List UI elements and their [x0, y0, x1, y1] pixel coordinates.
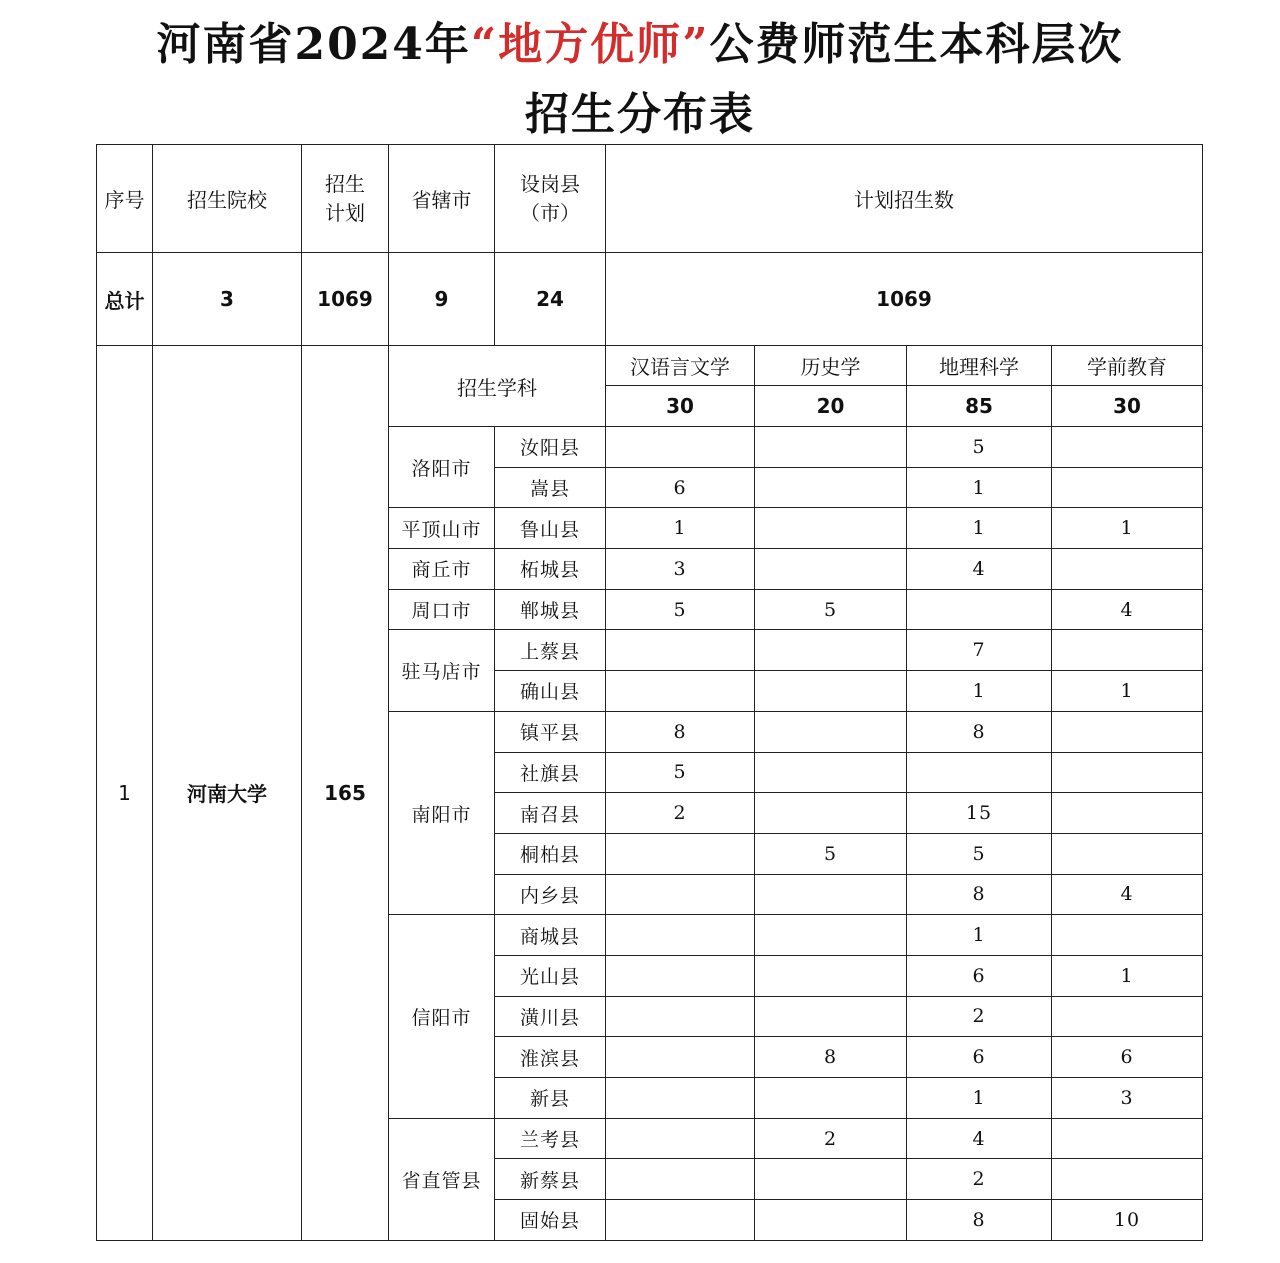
value-cell: 15 — [907, 793, 1052, 834]
header-row — [97, 145, 1203, 253]
value-cell — [1052, 1159, 1203, 1200]
county-cell: 商城县 — [495, 915, 606, 956]
county-cell: 鲁山县 — [495, 508, 606, 549]
county-cell: 郸城县 — [495, 589, 606, 630]
header-planned: 计划招生数 — [606, 145, 1203, 253]
county-cell: 潢川县 — [495, 996, 606, 1037]
county-cell: 新蔡县 — [495, 1159, 606, 1200]
header-county — [495, 145, 606, 253]
total-city: 9 — [389, 253, 495, 346]
value-cell: 4 — [907, 1118, 1052, 1159]
value-cell: 2 — [755, 1118, 907, 1159]
city-cell: 周口市 — [389, 589, 495, 630]
city-cell: 洛阳市 — [389, 427, 495, 508]
city-cell: 南阳市 — [389, 711, 495, 914]
value-cell: 1 — [1052, 508, 1203, 549]
subject-total: 85 — [907, 386, 1052, 427]
value-cell: 4 — [1052, 589, 1203, 630]
value-cell: 2 — [907, 996, 1052, 1037]
value-cell: 1 — [907, 508, 1052, 549]
value-cell: 1 — [907, 1078, 1052, 1119]
value-cell — [1052, 549, 1203, 590]
county-cell: 确山县 — [495, 671, 606, 712]
county-cell: 嵩县 — [495, 467, 606, 508]
value-cell: 1 — [606, 508, 755, 549]
value-cell: 4 — [907, 549, 1052, 590]
value-cell — [606, 1200, 755, 1241]
county-cell: 上蔡县 — [495, 630, 606, 671]
county-cell: 固始县 — [495, 1200, 606, 1241]
total-planned: 1069 — [606, 253, 1203, 346]
subject-total: 20 — [755, 386, 907, 427]
city-cell: 驻马店市 — [389, 630, 495, 711]
total-county: 24 — [495, 253, 606, 346]
value-cell — [755, 427, 907, 468]
value-cell: 6 — [907, 955, 1052, 996]
value-cell — [1052, 427, 1203, 468]
city-cell: 平顶山市 — [389, 508, 495, 549]
city-cell: 信阳市 — [389, 915, 495, 1118]
value-cell — [755, 467, 907, 508]
county-cell: 内乡县 — [495, 874, 606, 915]
value-cell — [606, 427, 755, 468]
county-cell: 新县 — [495, 1078, 606, 1119]
value-cell — [755, 752, 907, 793]
subject-label: 招生学科 — [389, 346, 606, 427]
subject-name: 学前教育 — [1052, 346, 1203, 386]
subject-total: 30 — [606, 386, 755, 427]
value-cell: 2 — [907, 1159, 1052, 1200]
value-cell: 5 — [907, 427, 1052, 468]
county-cell: 柘城县 — [495, 549, 606, 590]
page-title — [0, 8, 1280, 72]
total-school: 3 — [153, 253, 302, 346]
value-cell: 1 — [1052, 955, 1203, 996]
value-cell — [1052, 915, 1203, 956]
header-county-text: 设岗县（市） — [520, 171, 580, 225]
city-cell: 省直管县 — [389, 1118, 495, 1240]
value-cell: 8 — [907, 874, 1052, 915]
value-cell — [907, 752, 1052, 793]
value-cell: 4 — [1052, 874, 1203, 915]
value-cell — [755, 874, 907, 915]
header-city: 省辖市 — [389, 145, 495, 253]
header-school: 招生院校 — [153, 145, 302, 253]
value-cell — [606, 671, 755, 712]
value-cell — [755, 508, 907, 549]
school-name: 河南大学 — [153, 346, 302, 1241]
value-cell: 10 — [1052, 1200, 1203, 1241]
total-plan: 1069 — [302, 253, 389, 346]
value-cell: 3 — [606, 549, 755, 590]
header-seq: 序号 — [97, 145, 153, 253]
value-cell — [1052, 1118, 1203, 1159]
value-cell — [606, 955, 755, 996]
title-suffix: 公费师范生本科层次 — [709, 19, 1124, 70]
county-cell: 兰考县 — [495, 1118, 606, 1159]
value-cell: 7 — [907, 630, 1052, 671]
value-cell: 5 — [606, 752, 755, 793]
value-cell — [1052, 630, 1203, 671]
subject-name: 历史学 — [755, 346, 907, 386]
value-cell — [755, 996, 907, 1037]
county-cell: 南召县 — [495, 793, 606, 834]
value-cell — [755, 549, 907, 590]
value-cell — [755, 793, 907, 834]
value-cell — [1052, 833, 1203, 874]
county-cell: 桐柏县 — [495, 833, 606, 874]
total-row — [97, 253, 1203, 346]
value-cell — [755, 1078, 907, 1119]
value-cell — [755, 955, 907, 996]
header-plan — [302, 145, 389, 253]
value-cell: 2 — [606, 793, 755, 834]
school-plan: 165 — [302, 346, 389, 1241]
value-cell — [606, 1159, 755, 1200]
county-cell: 光山县 — [495, 955, 606, 996]
value-cell: 8 — [907, 1200, 1052, 1241]
value-cell — [1052, 752, 1203, 793]
value-cell: 5 — [755, 833, 907, 874]
value-cell — [606, 1118, 755, 1159]
subject-name: 地理科学 — [907, 346, 1052, 386]
total-label: 总计 — [97, 253, 153, 346]
value-cell: 5 — [606, 589, 755, 630]
subject-row — [97, 346, 1203, 386]
value-cell — [606, 1037, 755, 1078]
value-cell — [1052, 711, 1203, 752]
value-cell: 5 — [907, 833, 1052, 874]
value-cell: 8 — [606, 711, 755, 752]
value-cell — [606, 833, 755, 874]
value-cell: 1 — [1052, 671, 1203, 712]
value-cell — [755, 915, 907, 956]
value-cell — [755, 630, 907, 671]
value-cell — [606, 996, 755, 1037]
value-cell — [907, 589, 1052, 630]
value-cell: 8 — [907, 711, 1052, 752]
value-cell — [606, 915, 755, 956]
title-highlight: “地方优师” — [470, 19, 710, 70]
value-cell: 6 — [606, 467, 755, 508]
value-cell — [1052, 793, 1203, 834]
page-subtitle: 招生分布表 — [525, 89, 755, 140]
county-cell: 淮滨县 — [495, 1037, 606, 1078]
value-cell: 1 — [907, 467, 1052, 508]
value-cell: 1 — [907, 671, 1052, 712]
subject-name: 汉语言文学 — [606, 346, 755, 386]
city-cell: 商丘市 — [389, 549, 495, 590]
value-cell — [755, 1159, 907, 1200]
value-cell: 6 — [1052, 1037, 1203, 1078]
title-prefix: 河南省2024年 — [156, 19, 471, 70]
value-cell: 5 — [755, 589, 907, 630]
county-cell: 社旗县 — [495, 752, 606, 793]
county-cell: 汝阳县 — [495, 427, 606, 468]
school-seq: 1 — [97, 346, 153, 1241]
county-cell: 镇平县 — [495, 711, 606, 752]
value-cell — [755, 671, 907, 712]
value-cell: 3 — [1052, 1078, 1203, 1119]
header-plan-text: 招生计划 — [325, 171, 365, 225]
value-cell — [1052, 467, 1203, 508]
value-cell — [1052, 996, 1203, 1037]
value-cell — [606, 630, 755, 671]
value-cell: 1 — [907, 915, 1052, 956]
enrollment-table — [96, 144, 1203, 1241]
value-cell: 8 — [755, 1037, 907, 1078]
subject-total: 30 — [1052, 386, 1203, 427]
value-cell — [606, 874, 755, 915]
value-cell — [606, 1078, 755, 1119]
value-cell — [755, 711, 907, 752]
value-cell: 6 — [907, 1037, 1052, 1078]
value-cell — [755, 1200, 907, 1241]
